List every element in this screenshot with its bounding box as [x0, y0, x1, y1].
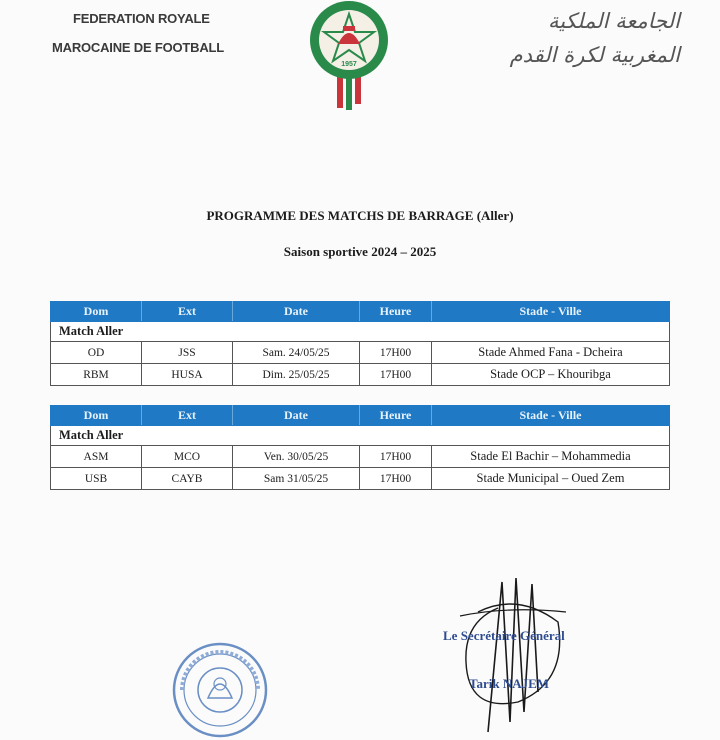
official-stamp [170, 640, 270, 740]
cell-date: Sam. 24/05/25 [233, 342, 360, 364]
cell-date: Ven. 30/05/25 [233, 446, 360, 468]
cell-heure: 17H00 [360, 342, 432, 364]
col-header-date: Date [233, 406, 360, 426]
federation-name-line2: MAROCAINE DE FOOTBALL [52, 40, 225, 55]
document-subtitle: Saison sportive 2024 – 2025 [283, 244, 437, 259]
col-header-heure: Heure [360, 302, 432, 322]
col-header-dom: Dom [51, 302, 142, 322]
schedule-table-1 [50, 301, 670, 386]
cell-ext: MCO [142, 446, 233, 468]
cell-ext: CAYB [142, 468, 233, 490]
col-header-dom: Dom [51, 406, 142, 426]
cell-heure: 17H00 [360, 468, 432, 490]
cell-heure: 17H00 [360, 364, 432, 386]
cell-date: Sam 31/05/25 [233, 468, 360, 490]
section-label: Match Aller [51, 426, 670, 446]
cell-dom: RBM [51, 364, 142, 386]
signatory-name: Tarik NAJEM [469, 676, 550, 691]
document-title: PROGRAMME DES MATCHS DE BARRAGE (Aller) [206, 208, 514, 223]
cell-heure: 17H00 [360, 446, 432, 468]
table-header-row [51, 302, 670, 322]
federation-name-ar [480, 4, 680, 72]
federation-name-fr [52, 6, 224, 61]
col-header-stade: Stade - Ville [432, 302, 670, 322]
section-row [51, 426, 670, 446]
col-header-ext: Ext [142, 406, 233, 426]
cell-ext: JSS [142, 342, 233, 364]
cell-ext: HUSA [142, 364, 233, 386]
federation-name-ar-line2: المغربية لكرة القدم [509, 43, 680, 67]
cell-dom: OD [51, 342, 142, 364]
table-header-row [51, 406, 670, 426]
frmf-logo [303, 0, 395, 110]
cell-dom: ASM [51, 446, 142, 468]
cell-date: Dim. 25/05/25 [233, 364, 360, 386]
col-header-date: Date [233, 302, 360, 322]
section-row [51, 322, 670, 342]
cell-stade: Stade OCP – Khouribga [432, 364, 670, 386]
signatory-role: Le Secrétaire Général [443, 628, 565, 643]
col-header-ext: Ext [142, 302, 233, 322]
table-row [51, 342, 670, 364]
cell-stade: Stade Ahmed Fana - Dcheira [432, 342, 670, 364]
logo-year: 1957 [341, 61, 357, 68]
table-row [51, 364, 670, 386]
table-row [51, 468, 670, 490]
schedule-table-2 [50, 405, 670, 490]
cell-dom: USB [51, 468, 142, 490]
table-row [51, 446, 670, 468]
federation-name-line1: FEDERATION ROYALE [73, 11, 210, 26]
cell-stade: Stade El Bachir – Mohammedia [432, 446, 670, 468]
col-header-heure: Heure [360, 406, 432, 426]
cell-stade: Stade Municipal – Oued Zem [432, 468, 670, 490]
handwritten-signature [458, 572, 568, 736]
section-label: Match Aller [51, 322, 670, 342]
col-header-stade: Stade - Ville [432, 406, 670, 426]
federation-name-ar-line1: الجامعة الملكية [547, 9, 680, 33]
